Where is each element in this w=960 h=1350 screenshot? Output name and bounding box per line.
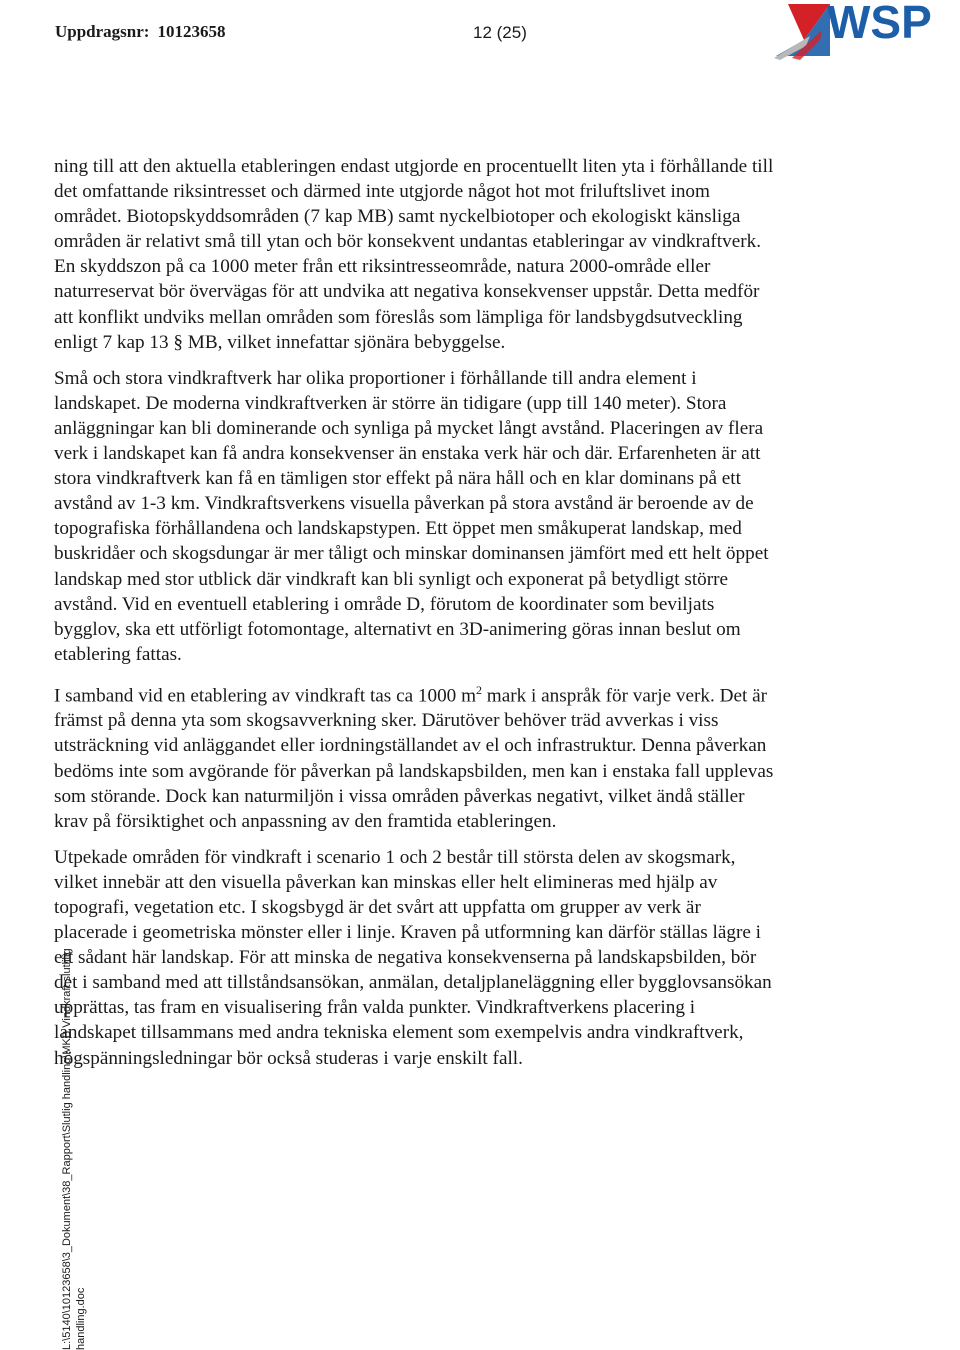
body-text bbox=[54, 154, 774, 1082]
file-path-line-1: L:\5140\10123658\3_Dokument\38_Rapport\Slutlig handling\MKB Vindkraft slutlilig bbox=[61, 948, 73, 1350]
paragraph-2: Små och stora vindkraftverk har olika proportioner i förhållande till andra element i landskapet. De moderna vindkraftverken är större än tidigare (upp till 140 meter). Stora anläggningar kan bli dominerande och synliga på mycket långt avstånd. Placeringen av flera verk i landskapet kan få andra konsekvenser än enstaka verk här och där. Erfarenheten är att stora vindkraftverk kan få en tämligen stor effekt på nära håll och en klar dominans på ett avstånd av 1-3 km. Vindkraftsverkens visuella påverkan på stora avstånd är beroende av de topografiska förhållandena och landskapstypen. Ett öppet men småkuperat landskap, med buskridåer och skogsdungar är mer tåligt och minskar dominansen jämfört med ett helt öppet landskap med stor utblick där vindkraft kan bli synligt och exponerat på betydligt större avstånd. Vid en eventuell etablering i område D, förutom de koordinater som beviljats bygglov, ska ett utförligt fotomontage, alternativt en 3D-animering göras innan beslut om etablering fattas. bbox=[54, 367, 769, 665]
assignment-number bbox=[55, 22, 225, 42]
assignment-number-value: 10123658 bbox=[157, 22, 226, 41]
paragraph-3-end: mark i anspråk för varje verk. Det är främst på denna yta som skogsavverkning sker. Därutöver behöver träd avverkas i viss utsträckning vid anläggandet eller iordningställandet av el och infrastruktur. Denna påverkan bedöms inte som avgörande för påverkan på landskapsbilden, men kan i enstaka fall upplevas som störande. Dock kan naturmiljön i vissa områden påverkas negativt, vilket ändå ställer krav på försiktighet och anpassning av den framtida etableringen. bbox=[54, 685, 774, 832]
wsp-logo bbox=[770, 0, 960, 62]
file-path-sidebar bbox=[60, 930, 100, 1350]
page-number: 12 (25) bbox=[473, 23, 527, 42]
assignment-number-label: Uppdragsnr: bbox=[55, 22, 150, 41]
file-path-line-2: handling.doc bbox=[75, 1287, 87, 1350]
page-header bbox=[0, 0, 960, 70]
superscript-two: 2 bbox=[476, 682, 482, 697]
paragraph-1: ning till att den aktuella etableringen endast utgjorde en procentuellt liten yta i förhållande till det omfattande riksintresset och därmed inte utgjorde något hot mot friluftslivet inom området. Biotopskyddsområden (7 kap MB) samt nyckelbiotoper och ekologiskt känsliga områden är relativt små till ytan och bör konsekvent undantas etableringar av vindkraftverk. En skyddszon på ca 1000 meter från ett riksintresseområde, natura 2000-område eller naturreservat bör övervägas för att undvika att negativa konsekvenser uppstår. Detta medför att konflikt undviks mellan områden som föreslås som lämpliga för landsbygdsutveckling enligt 7 kap 13 § MB, vilket innefattar sjönära bebyggelse. bbox=[54, 156, 774, 353]
wsp-logo-text: WSP bbox=[827, 0, 932, 48]
paragraph-3 bbox=[54, 678, 774, 834]
paragraph-4: Utpekade områden för vindkraft i scenario 1 och 2 består till största delen av skogsmark, vilket innebär att den visuella påverkan kan minskas eller helt elimineras med hjälp av topografi, vegetation etc. I skogsbygd är det svårt att uppfatta om grupper av verk är placerade i geometriska mönster eller i linje. Kraven på utformning kan därför ställas lägre i ett sådant här landskap. För att minska de negativa konsekvenserna på landskapsbilden, bör det i samband med att tillståndsansökan, anmälan, detaljplaneläggning eller bygglovsansökan upprättas, tas fram en visualisering från valda punkter. Vindkraftverkens placering i landskapet tillsammans med andra tekniska element som exempelvis andra vindkraftverk, högspänningsledningar bör också studeras i varje enskilt fall. bbox=[54, 846, 772, 1069]
paragraph-3-start: I samband vid en etablering av vindkraft tas ca 1000 m bbox=[54, 685, 476, 707]
